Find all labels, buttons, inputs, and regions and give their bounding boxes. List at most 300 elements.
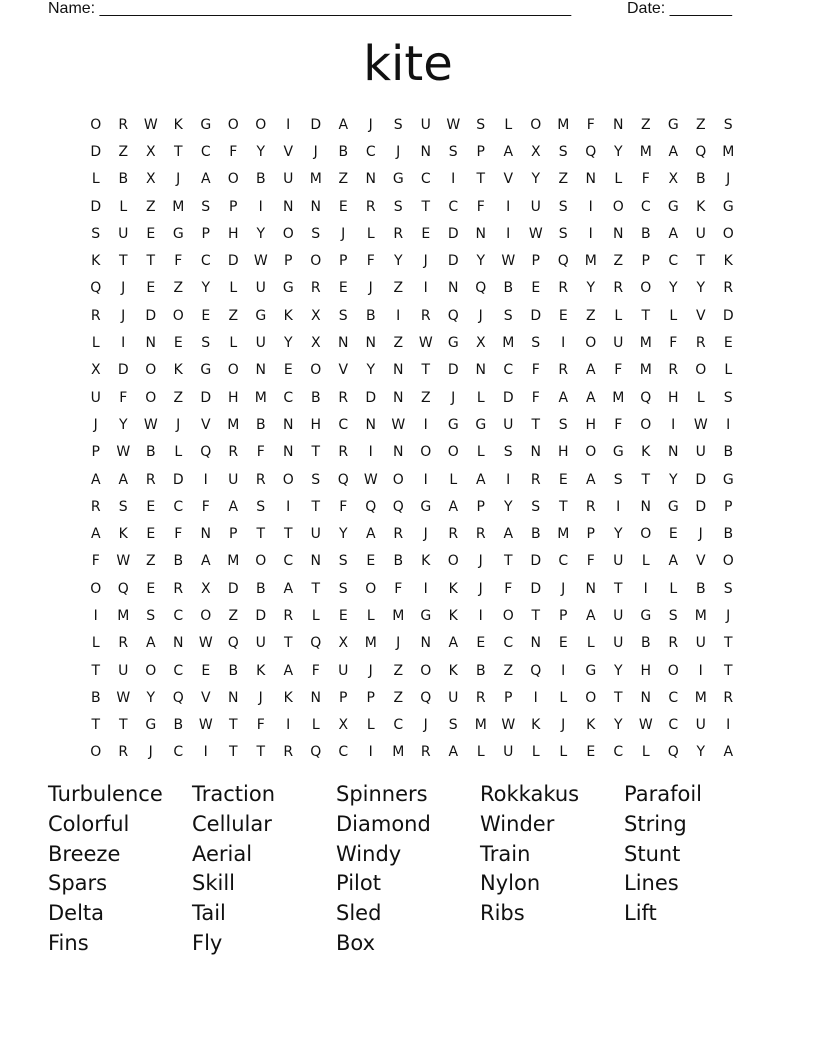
grid-letter: O bbox=[640, 526, 652, 543]
grid-letter: Q bbox=[530, 662, 542, 679]
grid-letter: O bbox=[255, 553, 267, 570]
grid-letter: P bbox=[724, 498, 733, 515]
grid-letter: A bbox=[145, 635, 156, 652]
grid-letter: Q bbox=[585, 143, 597, 160]
grid-letter: Q bbox=[310, 635, 322, 652]
grid-letter: I bbox=[93, 607, 98, 624]
grid-letter: S bbox=[558, 143, 568, 160]
word-bank-item: Stunt bbox=[624, 841, 681, 866]
grid-letter: G bbox=[255, 307, 267, 324]
word-bank-item: Ribs bbox=[480, 901, 525, 926]
grid-letter: W bbox=[446, 116, 461, 133]
grid-letter: A bbox=[365, 526, 376, 543]
grid-letter: L bbox=[91, 171, 100, 188]
grid-letter: I bbox=[423, 471, 428, 488]
grid-letter: O bbox=[585, 689, 597, 706]
grid-letter: U bbox=[420, 116, 431, 133]
grid-letter: O bbox=[585, 444, 597, 461]
grid-letter: N bbox=[393, 444, 404, 461]
grid-letter: B bbox=[723, 444, 734, 461]
grid-letter: D bbox=[530, 307, 542, 324]
grid-letter: O bbox=[255, 116, 267, 133]
grid-letter: Q bbox=[475, 280, 487, 297]
grid-letter: Q bbox=[420, 689, 432, 706]
grid-letter: U bbox=[695, 717, 706, 734]
grid-letter: G bbox=[585, 662, 597, 679]
grid-letter: P bbox=[339, 689, 348, 706]
grid-letter: B bbox=[173, 553, 184, 570]
grid-letter: O bbox=[90, 116, 102, 133]
grid-letter: S bbox=[201, 198, 211, 215]
grid-letter: J bbox=[148, 744, 153, 761]
word-column bbox=[480, 780, 624, 959]
grid-letter: Z bbox=[393, 280, 404, 297]
grid-letter: I bbox=[423, 280, 428, 297]
grid-letter: F bbox=[669, 335, 678, 352]
grid-letter: G bbox=[420, 498, 432, 515]
grid-letter: U bbox=[118, 662, 129, 679]
grid-letter: D bbox=[502, 389, 514, 406]
grid-letter: W bbox=[501, 717, 516, 734]
grid-row bbox=[82, 138, 742, 165]
grid-row bbox=[82, 712, 742, 739]
grid-letter: R bbox=[558, 362, 569, 379]
grid-letter: C bbox=[668, 689, 679, 706]
grid-letter: G bbox=[640, 607, 652, 624]
grid-letter: U bbox=[255, 335, 266, 352]
grid-letter: I bbox=[506, 471, 511, 488]
grid-letter: A bbox=[475, 471, 486, 488]
grid-letter: T bbox=[228, 744, 238, 761]
grid-letter: J bbox=[313, 143, 318, 160]
grid-letter: V bbox=[283, 143, 294, 160]
grid-letter: T bbox=[311, 580, 321, 597]
grid-letter: L bbox=[476, 444, 485, 461]
grid-letter: M bbox=[227, 553, 240, 570]
grid-letter: Y bbox=[668, 471, 678, 488]
grid-letter: E bbox=[366, 553, 376, 570]
grid-letter: S bbox=[448, 143, 458, 160]
grid-letter: S bbox=[201, 335, 211, 352]
grid-letter: J bbox=[368, 662, 373, 679]
grid-row bbox=[82, 357, 742, 384]
grid-letter: L bbox=[641, 553, 650, 570]
grid-letter: T bbox=[696, 253, 706, 270]
grid-letter: G bbox=[145, 717, 157, 734]
grid-letter: A bbox=[503, 526, 514, 543]
grid-letter: D bbox=[145, 307, 157, 324]
grid-letter: J bbox=[423, 717, 428, 734]
grid-letter: K bbox=[448, 662, 458, 679]
grid-letter: B bbox=[475, 662, 486, 679]
grid-letter: C bbox=[365, 143, 376, 160]
grid-letter: I bbox=[286, 116, 291, 133]
word-bank-item: Cellular bbox=[192, 811, 272, 836]
grid-letter: S bbox=[723, 116, 733, 133]
grid-letter: T bbox=[723, 662, 733, 679]
word-bank-item: Lift bbox=[624, 901, 657, 926]
grid-letter: X bbox=[530, 143, 541, 160]
grid-letter: U bbox=[283, 171, 294, 188]
grid-letter: O bbox=[282, 471, 294, 488]
grid-letter: E bbox=[586, 744, 596, 761]
grid-letter: R bbox=[558, 280, 569, 297]
grid-letter: O bbox=[200, 607, 212, 624]
grid-letter: U bbox=[503, 416, 514, 433]
grid-letter: N bbox=[283, 416, 294, 433]
grid-letter: I bbox=[368, 744, 373, 761]
grid-letter: J bbox=[561, 580, 566, 597]
grid-letter: R bbox=[448, 526, 459, 543]
grid-letter: V bbox=[200, 689, 211, 706]
grid-letter: M bbox=[722, 143, 735, 160]
grid-letter: F bbox=[586, 553, 595, 570]
grid-letter: M bbox=[172, 198, 185, 215]
grid-letter: O bbox=[145, 662, 157, 679]
grid-letter: Y bbox=[503, 498, 513, 515]
word-bank-item: Fly bbox=[192, 930, 223, 955]
grid-letter: L bbox=[174, 444, 183, 461]
grid-letter: L bbox=[366, 607, 375, 624]
grid-letter: V bbox=[503, 171, 514, 188]
grid-letter: E bbox=[558, 635, 568, 652]
grid-letter: C bbox=[200, 143, 211, 160]
word-bank bbox=[48, 780, 768, 959]
grid-letter: S bbox=[393, 198, 403, 215]
grid-letter: U bbox=[118, 225, 129, 242]
grid-letter: N bbox=[530, 444, 541, 461]
grid-letter: A bbox=[668, 143, 679, 160]
word-bank-item: Spars bbox=[48, 871, 108, 896]
grid-letter: H bbox=[310, 416, 322, 433]
grid-letter: N bbox=[613, 225, 624, 242]
grid-letter: D bbox=[90, 198, 102, 215]
grid-letter: K bbox=[256, 662, 266, 679]
grid-letter: I bbox=[286, 717, 291, 734]
grid-letter: S bbox=[476, 116, 486, 133]
grid-letter: S bbox=[91, 225, 101, 242]
grid-letter: O bbox=[90, 580, 102, 597]
grid-letter: R bbox=[613, 280, 624, 297]
grid-letter: N bbox=[310, 689, 321, 706]
grid-letter: D bbox=[695, 471, 707, 488]
grid-letter: O bbox=[227, 362, 239, 379]
grid-letter: Z bbox=[145, 198, 156, 215]
grid-letter: L bbox=[669, 307, 678, 324]
grid-row bbox=[82, 466, 742, 493]
grid-row bbox=[82, 493, 742, 520]
grid-letter: X bbox=[338, 717, 349, 734]
grid-letter: Z bbox=[118, 143, 129, 160]
grid-letter: J bbox=[341, 225, 346, 242]
grid-letter: O bbox=[447, 444, 459, 461]
grid-letter: A bbox=[200, 171, 211, 188]
grid-letter: N bbox=[668, 444, 679, 461]
grid-letter: J bbox=[176, 416, 181, 433]
grid-letter: A bbox=[448, 498, 459, 515]
grid-letter: Y bbox=[201, 280, 211, 297]
grid-letter: E bbox=[146, 498, 156, 515]
grid-letter: M bbox=[474, 717, 487, 734]
grid-letter: Z bbox=[228, 607, 239, 624]
grid-letter: I bbox=[561, 662, 566, 679]
grid-letter: T bbox=[283, 526, 293, 543]
grid-letter: X bbox=[90, 362, 101, 379]
grid-letter: J bbox=[121, 280, 126, 297]
grid-letter: I bbox=[616, 498, 621, 515]
grid-letter: C bbox=[173, 744, 184, 761]
grid-letter: F bbox=[174, 253, 183, 270]
grid-letter: S bbox=[558, 198, 568, 215]
grid-letter: O bbox=[722, 225, 734, 242]
grid-letter: U bbox=[255, 280, 266, 297]
grid-letter: F bbox=[229, 143, 238, 160]
letter-grid bbox=[82, 111, 742, 766]
word-bank-item: Tail bbox=[192, 901, 226, 926]
grid-letter: W bbox=[116, 444, 131, 461]
grid-letter: N bbox=[310, 198, 321, 215]
grid-letter: G bbox=[172, 225, 184, 242]
grid-row bbox=[82, 111, 742, 138]
grid-letter: H bbox=[227, 225, 239, 242]
grid-letter: K bbox=[723, 253, 733, 270]
grid-letter: T bbox=[256, 744, 266, 761]
grid-letter: I bbox=[121, 335, 126, 352]
word-bank-item: Windy bbox=[336, 841, 402, 866]
grid-letter: D bbox=[530, 580, 542, 597]
grid-letter: W bbox=[693, 416, 708, 433]
grid-letter: Y bbox=[146, 689, 156, 706]
grid-letter: A bbox=[503, 143, 514, 160]
grid-letter: U bbox=[695, 225, 706, 242]
grid-letter: Z bbox=[420, 389, 431, 406]
grid-letter: D bbox=[695, 498, 707, 515]
grid-letter: B bbox=[723, 526, 734, 543]
grid-letter: A bbox=[723, 744, 734, 761]
grid-letter: M bbox=[392, 744, 405, 761]
grid-letter: X bbox=[475, 335, 486, 352]
grid-letter: N bbox=[365, 171, 376, 188]
grid-letter: Z bbox=[173, 389, 184, 406]
grid-letter: W bbox=[253, 253, 268, 270]
grid-letter: J bbox=[478, 553, 483, 570]
grid-letter: N bbox=[585, 580, 596, 597]
grid-letter: A bbox=[668, 225, 679, 242]
grid-letter: Y bbox=[338, 526, 348, 543]
grid-letter: J bbox=[93, 416, 98, 433]
grid-letter: N bbox=[365, 416, 376, 433]
grid-letter: S bbox=[558, 225, 568, 242]
grid-letter: Q bbox=[365, 498, 377, 515]
grid-letter: P bbox=[284, 253, 293, 270]
grid-letter: Y bbox=[586, 280, 596, 297]
grid-letter: L bbox=[641, 744, 650, 761]
grid-letter: U bbox=[613, 635, 624, 652]
word-bank-item: Skill bbox=[192, 871, 235, 896]
word-bank-item: Breeze bbox=[48, 841, 121, 866]
grid-row bbox=[82, 302, 742, 329]
grid-letter: O bbox=[145, 389, 157, 406]
grid-letter: Q bbox=[90, 280, 102, 297]
grid-letter: W bbox=[418, 335, 433, 352]
grid-letter: A bbox=[585, 389, 596, 406]
grid-letter: Y bbox=[256, 225, 266, 242]
grid-letter: R bbox=[118, 635, 129, 652]
grid-row bbox=[82, 220, 742, 247]
grid-letter: Q bbox=[557, 253, 569, 270]
grid-row bbox=[82, 657, 742, 684]
grid-letter: N bbox=[228, 689, 239, 706]
grid-letter: C bbox=[613, 744, 624, 761]
grid-letter: Z bbox=[695, 116, 706, 133]
grid-letter: S bbox=[558, 416, 568, 433]
word-bank-item: Winder bbox=[480, 811, 555, 836]
grid-letter: C bbox=[173, 498, 184, 515]
grid-letter: F bbox=[256, 444, 265, 461]
grid-letter: G bbox=[200, 362, 212, 379]
word-column bbox=[624, 780, 768, 959]
grid-letter: Z bbox=[613, 253, 624, 270]
grid-letter: R bbox=[420, 307, 431, 324]
grid-letter: G bbox=[722, 198, 734, 215]
grid-letter: G bbox=[447, 416, 459, 433]
grid-letter: R bbox=[393, 526, 404, 543]
grid-letter: Y bbox=[366, 362, 376, 379]
grid-letter: P bbox=[641, 253, 650, 270]
grid-letter: E bbox=[146, 526, 156, 543]
grid-letter: K bbox=[283, 689, 293, 706]
grid-letter: T bbox=[283, 635, 293, 652]
grid-letter: O bbox=[145, 362, 157, 379]
grid-letter: W bbox=[501, 253, 516, 270]
grid-letter: U bbox=[503, 744, 514, 761]
grid-letter: I bbox=[726, 717, 731, 734]
grid-letter: K bbox=[283, 307, 293, 324]
grid-letter: N bbox=[255, 362, 266, 379]
grid-letter: Q bbox=[227, 635, 239, 652]
grid-letter: D bbox=[255, 607, 267, 624]
grid-letter: N bbox=[338, 335, 349, 352]
grid-letter: N bbox=[640, 498, 651, 515]
grid-letter: X bbox=[668, 171, 679, 188]
grid-letter: M bbox=[227, 416, 240, 433]
grid-letter: Q bbox=[310, 744, 322, 761]
grid-letter: F bbox=[174, 526, 183, 543]
grid-letter: A bbox=[585, 362, 596, 379]
grid-letter: S bbox=[146, 607, 156, 624]
grid-letter: Q bbox=[117, 580, 129, 597]
grid-letter: N bbox=[283, 198, 294, 215]
grid-letter: A bbox=[200, 553, 211, 570]
grid-letter: C bbox=[668, 717, 679, 734]
grid-letter: N bbox=[475, 225, 486, 242]
grid-row bbox=[82, 575, 742, 602]
grid-letter: F bbox=[614, 416, 623, 433]
grid-letter: X bbox=[145, 171, 156, 188]
grid-letter: T bbox=[641, 307, 651, 324]
grid-letter: Z bbox=[145, 553, 156, 570]
grid-letter: U bbox=[695, 635, 706, 652]
grid-letter: F bbox=[531, 362, 540, 379]
grid-row bbox=[82, 739, 742, 766]
grid-letter: L bbox=[559, 689, 568, 706]
word-bank-item: Pilot bbox=[336, 871, 381, 896]
grid-letter: K bbox=[173, 116, 183, 133]
grid-letter: M bbox=[557, 526, 570, 543]
grid-letter: F bbox=[504, 580, 513, 597]
grid-letter: E bbox=[338, 198, 348, 215]
word-bank-item: Box bbox=[336, 930, 376, 955]
grid-letter: N bbox=[393, 389, 404, 406]
grid-letter: R bbox=[228, 444, 239, 461]
grid-letter: S bbox=[503, 444, 513, 461]
grid-letter: Y bbox=[613, 143, 623, 160]
grid-letter: S bbox=[503, 307, 513, 324]
grid-letter: G bbox=[447, 335, 459, 352]
grid-letter: C bbox=[558, 553, 569, 570]
grid-row bbox=[82, 548, 742, 575]
grid-letter: J bbox=[478, 307, 483, 324]
grid-letter: D bbox=[365, 389, 377, 406]
grid-letter: J bbox=[423, 253, 428, 270]
grid-letter: R bbox=[255, 471, 266, 488]
grid-letter: E bbox=[283, 362, 293, 379]
grid-letter: O bbox=[640, 416, 652, 433]
grid-letter: T bbox=[118, 253, 128, 270]
grid-letter: N bbox=[173, 635, 184, 652]
grid-letter: C bbox=[448, 198, 459, 215]
grid-letter: R bbox=[420, 744, 431, 761]
grid-letter: D bbox=[200, 389, 212, 406]
grid-letter: K bbox=[586, 717, 596, 734]
grid-letter: G bbox=[667, 116, 679, 133]
grid-letter: W bbox=[638, 717, 653, 734]
grid-letter: S bbox=[531, 335, 541, 352]
grid-letter: I bbox=[698, 662, 703, 679]
grid-letter: G bbox=[667, 198, 679, 215]
grid-letter: R bbox=[695, 335, 706, 352]
grid-letter: Q bbox=[667, 744, 679, 761]
grid-letter: J bbox=[368, 116, 373, 133]
grid-letter: O bbox=[585, 335, 597, 352]
grid-letter: O bbox=[365, 580, 377, 597]
grid-letter: J bbox=[176, 171, 181, 188]
grid-letter: T bbox=[91, 662, 101, 679]
grid-letter: J bbox=[726, 607, 731, 624]
grid-letter: L bbox=[91, 635, 100, 652]
grid-row bbox=[82, 166, 742, 193]
grid-letter: J bbox=[451, 389, 456, 406]
grid-letter: I bbox=[506, 225, 511, 242]
grid-letter: I bbox=[286, 498, 291, 515]
header bbox=[48, 0, 748, 20]
grid-letter: Y bbox=[613, 526, 623, 543]
grid-letter: B bbox=[255, 416, 266, 433]
grid-letter: X bbox=[200, 580, 211, 597]
grid-letter: M bbox=[639, 143, 652, 160]
grid-letter: K bbox=[641, 444, 651, 461]
grid-letter: Q bbox=[200, 444, 212, 461]
grid-letter: E bbox=[531, 280, 541, 297]
grid-letter: G bbox=[420, 607, 432, 624]
grid-letter: U bbox=[90, 389, 101, 406]
grid-letter: P bbox=[201, 225, 210, 242]
grid-letter: T bbox=[421, 198, 431, 215]
grid-letter: X bbox=[145, 143, 156, 160]
word-column bbox=[336, 780, 480, 959]
grid-letter: W bbox=[363, 471, 378, 488]
grid-letter: O bbox=[420, 444, 432, 461]
